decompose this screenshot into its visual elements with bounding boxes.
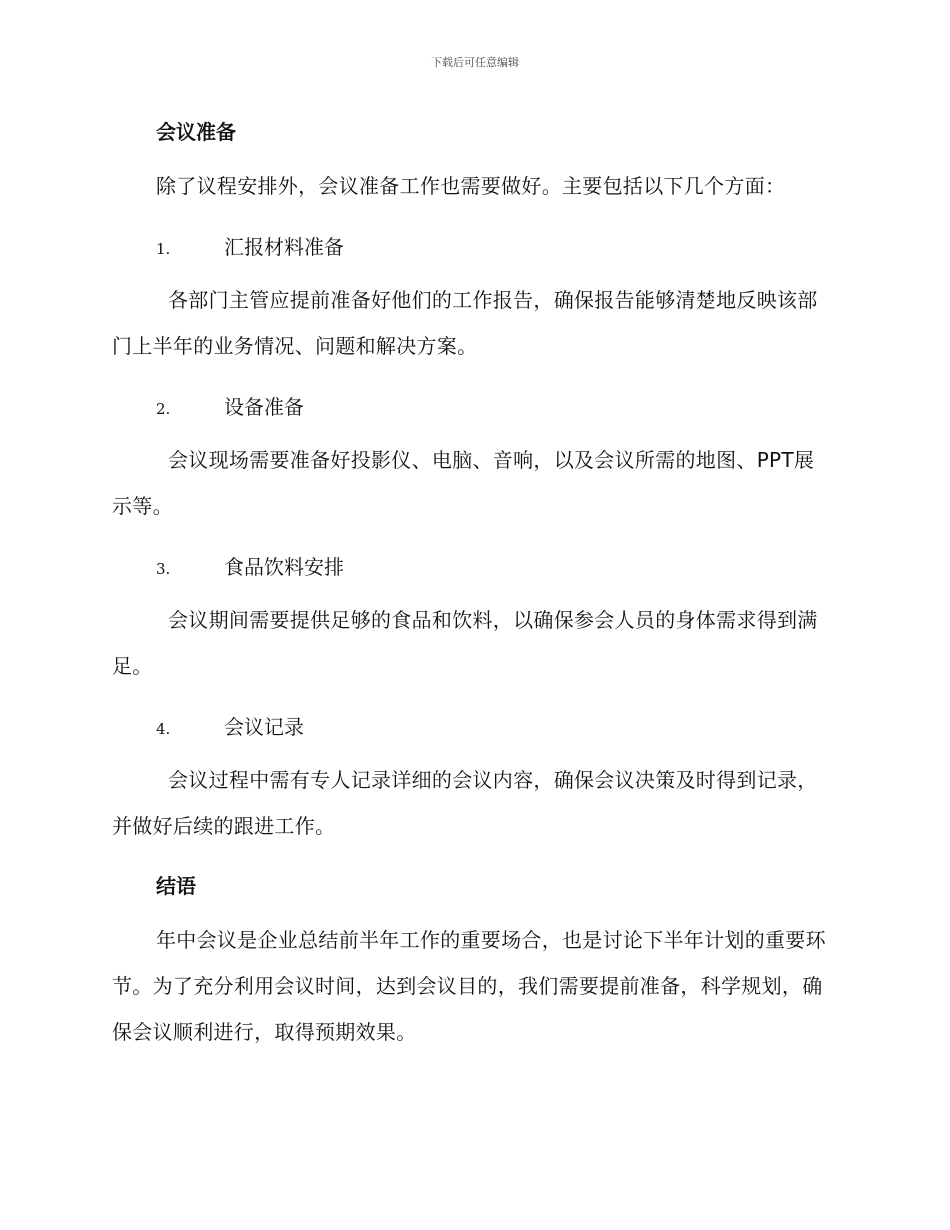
section-heading-conclusion: 结语 xyxy=(156,874,196,898)
list-label: 汇报材料准备 xyxy=(224,235,344,259)
list-item-4 xyxy=(156,711,304,740)
page-header-note: 下载后可任意编辑 xyxy=(431,56,519,69)
list-item-3 xyxy=(156,551,344,580)
item-1-paragraph: 各部门主管应提前准备好他们的工作报告，确保报告能够清楚地反映该部门上半年的业务情况、问题和解决方案。 xyxy=(112,288,818,358)
list-number: 3. xyxy=(156,560,171,578)
item-2-paragraph: 会议现场需要准备好投影仪、电脑、音响，以及会议所需的地图、PPT展示等。 xyxy=(112,448,815,518)
intro-paragraph: 除了议程安排外，会议准备工作也需要做好。主要包括以下几个方面： xyxy=(156,174,786,198)
list-label: 设备准备 xyxy=(224,395,304,419)
list-item-2 xyxy=(156,391,304,420)
list-number: 2. xyxy=(156,400,171,418)
item-4-paragraph: 会议过程中需有专人记录详细的会议内容，确保会议决策及时得到记录，并做好后续的跟进工作。 xyxy=(112,768,818,838)
section-heading-meeting-prep: 会议准备 xyxy=(156,120,236,144)
list-number: 1. xyxy=(156,240,171,258)
list-number: 4. xyxy=(156,720,171,738)
list-item-1 xyxy=(156,231,344,260)
list-label: 会议记录 xyxy=(224,715,304,739)
conclusion-paragraph: 年中会议是企业总结前半年工作的重要场合，也是讨论下半年计划的重要环节。为了充分利用会议时间，达到会议目的，我们需要提前准备，科学规划，确保会议顺利进行，取得预期效果。 xyxy=(112,928,826,1044)
list-label: 食品饮料安排 xyxy=(224,555,344,579)
item-3-paragraph: 会议期间需要提供足够的食品和饮料，以确保参会人员的身体需求得到满足。 xyxy=(112,608,818,678)
